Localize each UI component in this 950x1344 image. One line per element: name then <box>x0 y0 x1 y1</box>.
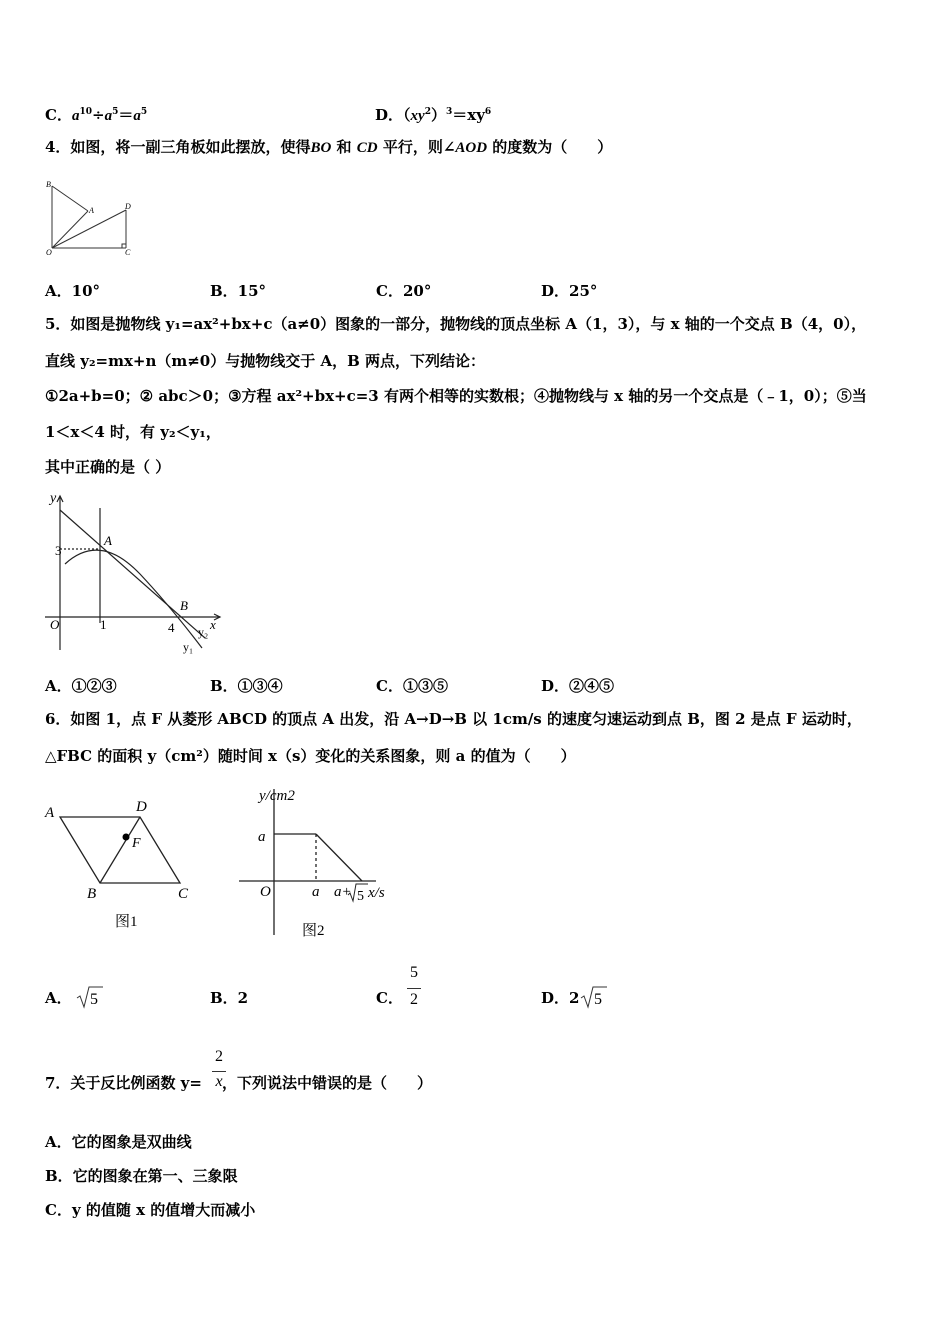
q5-label-4: 4 <box>168 620 175 635</box>
q6-fig2-label-a: a <box>258 829 266 845</box>
q6-fig2-caption: 图2 <box>302 923 325 939</box>
q6-figure-2 <box>236 783 396 943</box>
q6-point-f <box>123 834 130 841</box>
q5-label-x: x <box>210 617 216 632</box>
q6-fig2-label-o: O <box>260 884 271 900</box>
q6-option-c-fraction-bar <box>407 988 421 989</box>
q5-label-y: y <box>50 491 57 506</box>
q7-option-b: B．它的图象在第一、三象限 <box>45 1167 238 1185</box>
q5-stem-line1: 5．如图是抛物线 y₁=ax²+bx+c（a≠0）图象的一部分，抛物线的顶点坐标 A（1，3），与 x 轴的一个交点 B（4，0）， <box>45 315 867 333</box>
q6-fig2-label-a-plus: a+ <box>334 884 352 900</box>
q4-option-a: A．10° <box>45 282 101 300</box>
q6-figure-1 <box>40 795 200 935</box>
q4-option-c: C．20° <box>376 282 432 300</box>
q6-option-a-sqrt <box>76 985 106 1009</box>
q6-fig1-label-d: D <box>136 799 147 815</box>
q4-option-d: D．25° <box>541 282 598 300</box>
svg-text:5: 5 <box>594 991 602 1008</box>
q5-option-a: A．①②③ <box>45 677 117 695</box>
q6-fig1-label-c: C <box>178 886 189 902</box>
q5-label-o: O <box>50 617 60 632</box>
q4-option-b: B．15° <box>210 282 267 300</box>
q4-label-b: B <box>46 180 51 189</box>
q5-label-y1: y₁ <box>183 640 194 654</box>
q5-label-b: B <box>180 598 188 613</box>
q4-label-a: A <box>89 206 94 215</box>
q6-fig2-label-sqrt5: 5 <box>357 889 364 904</box>
q5-label-a: A <box>104 533 112 548</box>
q4-stem: 4．如图，将一副三角板如此摆放，使得BO 和 CD 平行，则∠AOD 的度数为（ ） <box>45 138 613 156</box>
q6-option-a: A． <box>45 989 72 1007</box>
q5-figure <box>40 488 230 658</box>
q6-fig1-label-b: B <box>87 886 97 902</box>
q6-option-c-numerator: 5 <box>410 964 418 981</box>
q4-figure <box>40 178 150 258</box>
q6-option-c-denominator: 2 <box>410 991 418 1008</box>
q5-stem-line4: 1＜x＜4 时，有 y₂＜y₁， <box>45 423 221 441</box>
q4-label-c: C <box>125 248 131 257</box>
q6-stem-line1: 6．如图 1，点 F 从菱形 ABCD 的顶点 A 出发，沿 A→D→B 以 1cm/s 的速度匀速运动到点 B，图 2 是点 F 运动时， <box>45 710 862 728</box>
q3-option-c: C．$a^{10}\div a^5=a^5$ <box>45 106 148 124</box>
q7-option-a: A．它的图象是双曲线 <box>45 1133 192 1151</box>
q6-stem-line2: △FBC 的面积 y（cm²）随时间 x（s）变化的关系图象，则 a 的值为（ ） <box>45 747 576 765</box>
q5-option-d: D．②④⑤ <box>541 677 615 695</box>
q7-option-c: C．y 的值随 x 的值增大而减小 <box>45 1201 256 1219</box>
q5-option-b: B．①③④ <box>210 677 283 695</box>
q7-fraction-bar <box>212 1071 226 1072</box>
q4-label-d: D <box>125 202 131 211</box>
q6-fig1-label-f: F <box>132 836 141 851</box>
q5-stem-line3: ①2a+b=0；② abc＞0；③方程 ax²+bx+c=3 有两个相等的实数根；④抛物线与 x 轴的另一个交点是（﹣1，0）；⑤当 <box>45 387 867 405</box>
q6-fig2-y-label: y/cm2 <box>259 788 295 804</box>
q7-fraction-numerator: 2 <box>215 1048 223 1065</box>
q5-label-y2: y₂ <box>198 625 209 639</box>
q7-fraction-denominator: x <box>215 1073 223 1090</box>
q5-label-1: 1 <box>100 617 107 632</box>
q3-option-d: D．$(xy^2)^3=xy^6$ <box>375 106 492 124</box>
q5-stem-line5: 其中正确的是（ ） <box>45 458 171 476</box>
q6-fig2-label-a-x: a <box>312 884 320 900</box>
q6-fig1-label-a: A <box>45 805 55 821</box>
q6-fig2-x-label: x/s <box>368 885 385 901</box>
svg-text:5: 5 <box>90 991 98 1008</box>
q5-label-3: 3 <box>55 543 62 558</box>
q4-label-o: O <box>46 248 52 257</box>
q7-stem: 7．关于反比例函数 y= ，下列说法中错误的是（ ） <box>45 1074 432 1092</box>
q6-option-b: B．2 <box>210 989 249 1007</box>
q5-stem-line2: 直线 y₂=mx+n（m≠0）与抛物线交于 A，B 两点，下列结论： <box>45 352 486 370</box>
q5-option-c: C．①③⑤ <box>376 677 448 695</box>
q6-option-d-sqrt <box>580 985 610 1009</box>
q6-option-c: C． <box>376 989 403 1007</box>
q6-fig1-caption: 图1 <box>115 914 138 930</box>
q6-option-d: D．2 <box>541 989 580 1007</box>
